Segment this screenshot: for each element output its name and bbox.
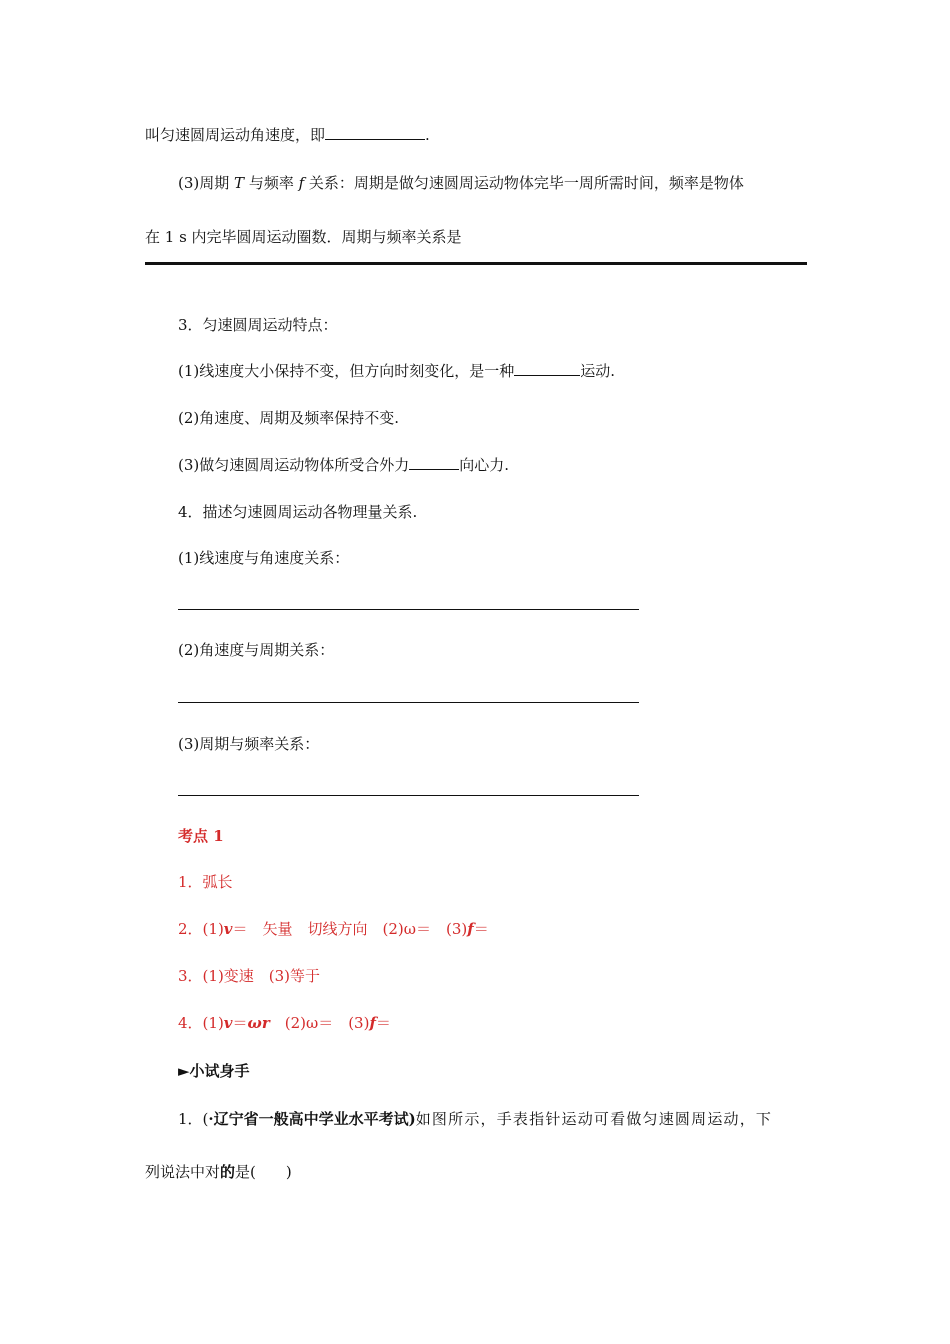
section-4-item-3 xyxy=(178,734,319,754)
symbol-f: f xyxy=(298,174,305,192)
text-span: (2)角速度与周期关系： xyxy=(178,641,335,659)
practice-heading xyxy=(178,1061,250,1081)
answer-3 xyxy=(178,966,320,986)
text-span: 1．弧长 xyxy=(178,873,233,891)
question-source: ·辽宁省一般高中学业水平考试) xyxy=(208,1110,416,1128)
section-3-item-2 xyxy=(178,408,399,428)
symbol-f: f xyxy=(467,920,474,938)
blank-motion-type xyxy=(514,361,580,376)
text-span: (1)线速度大小保持不变，但方向时刻变化，是一种 xyxy=(178,362,515,380)
text-span: (2)ω＝ (3) xyxy=(269,1014,370,1032)
text-span: 1．( xyxy=(178,1110,209,1128)
section-4-title xyxy=(178,502,417,522)
text-span: 小试身手 xyxy=(189,1062,250,1080)
text-span: (1)线速度与角速度关系： xyxy=(178,549,350,567)
text-span: 列说法中对 xyxy=(145,1163,221,1181)
section-3-item-3 xyxy=(178,455,509,475)
text-span: 运动. xyxy=(580,362,616,380)
text-span: 叫匀速圆周运动角速度，即 xyxy=(145,126,326,144)
section-4-item-1 xyxy=(178,548,349,568)
text-line-3 xyxy=(145,227,462,247)
text-span: 关系：周期是做匀速圆周运动物体完毕一周所需时间，频率是物体 xyxy=(304,174,744,192)
text-span: 如图所示，手表指针运动可看做匀速圆周运动，下 xyxy=(415,1110,773,1128)
text-span: 考点 1 xyxy=(178,827,224,845)
blank-net-force xyxy=(409,455,459,470)
answer-line-1 xyxy=(178,609,639,610)
text-span: (2)角速度、周期及频率保持不变. xyxy=(178,409,400,427)
section-3-title xyxy=(178,315,338,335)
text-line-2 xyxy=(178,173,744,193)
text-span: 向心力. xyxy=(459,456,510,474)
text-span: ＝ 矢量 切线方向 (2)ω＝ (3) xyxy=(232,920,468,938)
question-1-line-1 xyxy=(178,1109,772,1129)
text-span: ＝ xyxy=(473,920,489,938)
text-span: ＝ xyxy=(232,1014,248,1032)
question-1-line-2 xyxy=(145,1162,292,1182)
text-span: ＝ xyxy=(375,1014,391,1032)
text-span: 4．(1) xyxy=(178,1014,224,1032)
symbol-T: T xyxy=(234,174,245,192)
triangle-marker-icon: ► xyxy=(178,1062,190,1080)
answer-2 xyxy=(178,919,489,939)
text-span: 与频率 xyxy=(244,174,299,192)
text-span: 3．匀速圆周运动特点： xyxy=(178,316,338,334)
symbol-v: v xyxy=(223,1014,233,1032)
section-3-item-1 xyxy=(178,361,615,381)
symbol-f: f xyxy=(369,1014,376,1032)
text-line-1 xyxy=(145,125,430,145)
answer-line-2 xyxy=(178,702,639,703)
answer-line-3 xyxy=(178,795,639,796)
page-divider xyxy=(145,262,807,265)
answer-heading xyxy=(178,826,224,846)
answer-4 xyxy=(178,1013,391,1033)
text-span: 2．(1) xyxy=(178,920,224,938)
text-span: 的 xyxy=(220,1163,236,1181)
text-span: 在 1 s 内完毕圆周运动圈数．周期与频率关系是 xyxy=(145,228,462,246)
text-span: (3)周期 xyxy=(178,174,235,192)
blank-angular-velocity xyxy=(325,125,425,140)
text-span: . xyxy=(425,126,430,144)
symbol-omega-r: ωr xyxy=(247,1014,270,1032)
symbol-v: v xyxy=(223,920,233,938)
answer-1 xyxy=(178,872,233,892)
text-span: 是( ) xyxy=(235,1163,292,1181)
section-4-item-2 xyxy=(178,640,334,660)
text-span: 3．(1)变速 (3)等于 xyxy=(178,967,321,985)
text-span: (3)做匀速圆周运动物体所受合外力 xyxy=(178,456,410,474)
text-span: 4．描述匀速圆周运动各物理量关系. xyxy=(178,503,418,521)
text-span: (3)周期与频率关系： xyxy=(178,735,320,753)
